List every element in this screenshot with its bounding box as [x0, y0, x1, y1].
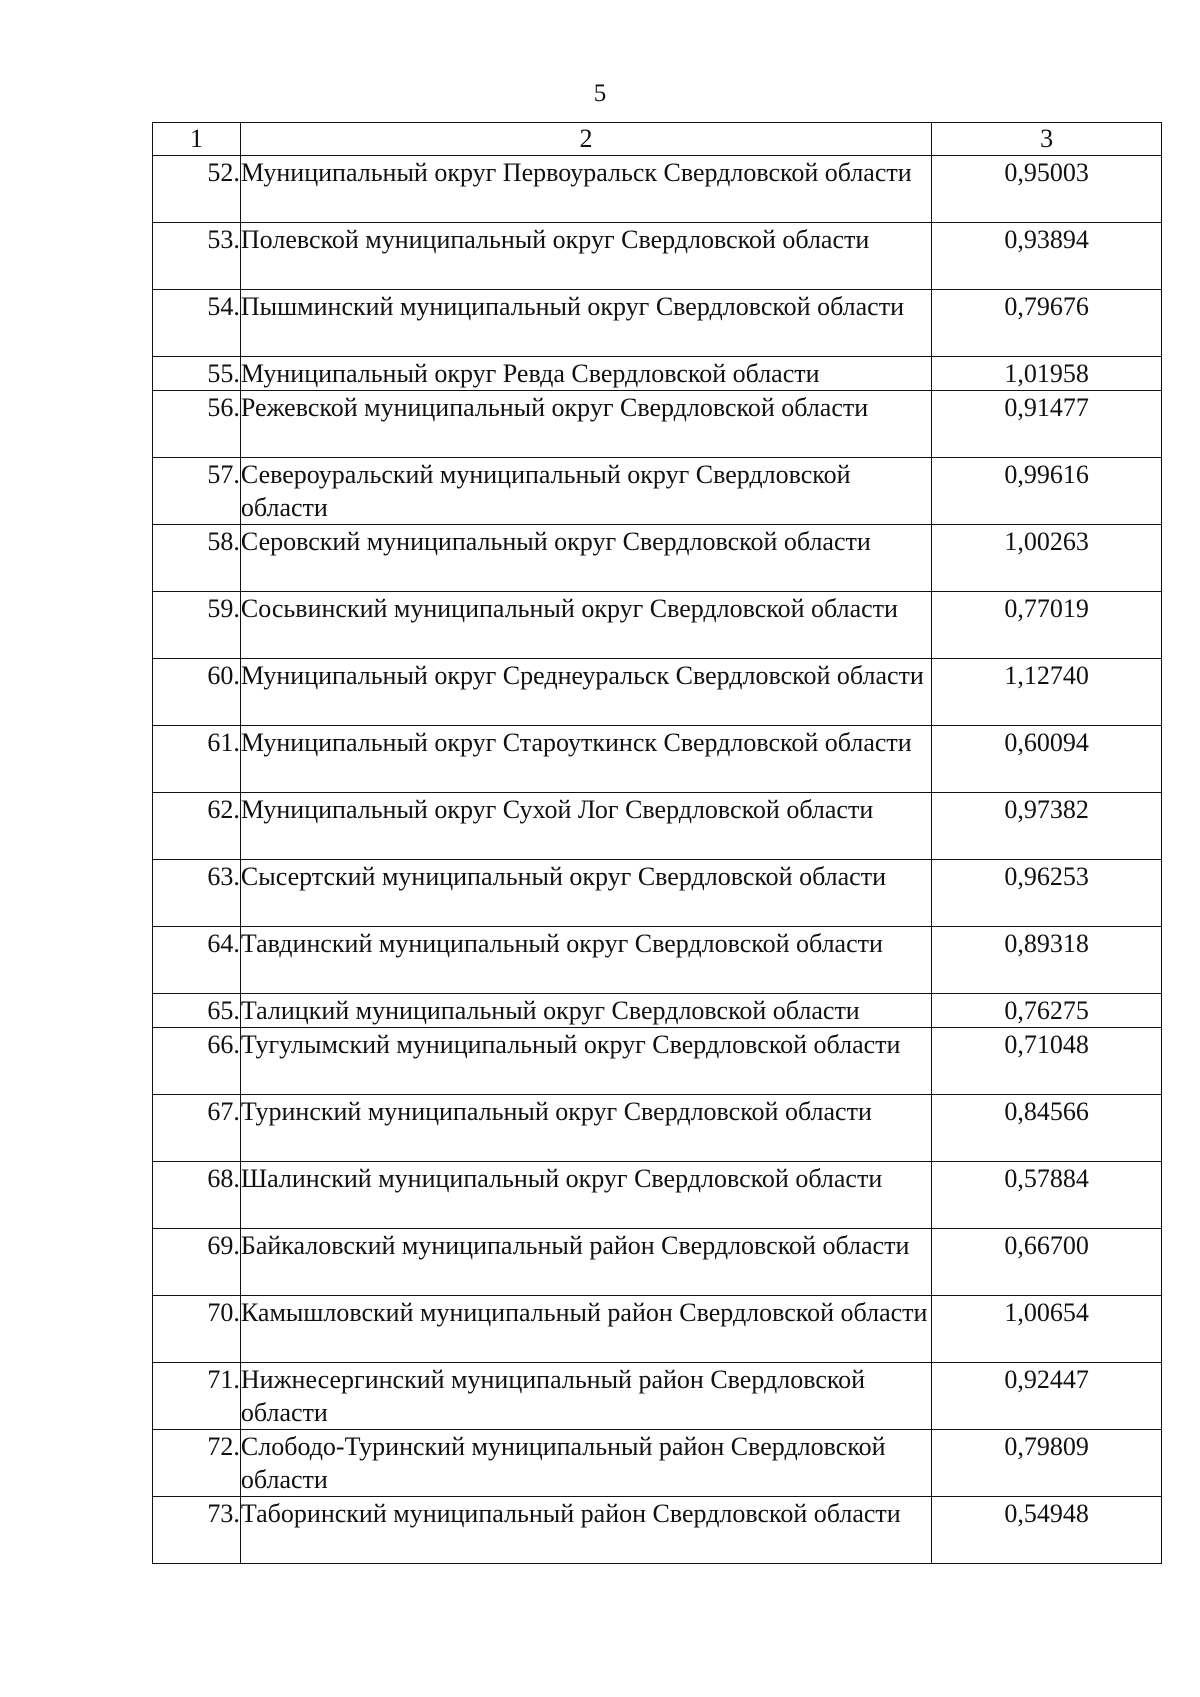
municipality-name: Североуральский муниципальный округ Свердловской области	[240, 458, 931, 525]
row-number: 72.	[153, 1430, 241, 1497]
table-body	[153, 156, 1162, 1564]
municipality-name: Туринский муниципальный округ Свердловской области	[240, 1095, 931, 1162]
table-row	[153, 391, 1162, 458]
table-row	[153, 357, 1162, 391]
coefficient-value: 0,92447	[932, 1363, 1162, 1430]
coefficient-value: 0,66700	[932, 1229, 1162, 1296]
row-number: 58.	[153, 525, 241, 592]
coefficient-value: 0,79676	[932, 290, 1162, 357]
table-row	[153, 1430, 1162, 1497]
municipality-name: Муниципальный округ Первоуральск Свердловской области	[240, 156, 931, 223]
municipality-name: Тугулымский муниципальный округ Свердловской области	[240, 1028, 931, 1095]
municipality-name: Муниципальный округ Сухой Лог Свердловской области	[240, 793, 931, 860]
coefficient-value: 0,60094	[932, 726, 1162, 793]
page-number: 5	[593, 80, 607, 107]
row-number: 63.	[153, 860, 241, 927]
municipality-name: Камышловский муниципальный район Свердловской области	[240, 1296, 931, 1363]
row-number: 54.	[153, 290, 241, 357]
table-row	[153, 860, 1162, 927]
municipality-name: Серовский муниципальный округ Свердловской области	[240, 525, 931, 592]
coefficient-value: 0,77019	[932, 592, 1162, 659]
table-row	[153, 592, 1162, 659]
table-row	[153, 994, 1162, 1028]
table-row	[153, 927, 1162, 994]
row-number: 56.	[153, 391, 241, 458]
coefficient-value: 0,79809	[932, 1430, 1162, 1497]
row-number: 69.	[153, 1229, 241, 1296]
table-row	[153, 223, 1162, 290]
table-row	[153, 1363, 1162, 1430]
municipality-name: Муниципальный округ Ревда Свердловской области	[240, 357, 931, 391]
coefficient-value: 0,93894	[932, 223, 1162, 290]
table-row	[153, 1229, 1162, 1296]
coefficient-value: 1,01958	[932, 357, 1162, 391]
municipality-name: Пышминский муниципальный округ Свердловской области	[240, 290, 931, 357]
municipality-name: Режевской муниципальный округ Свердловской области	[240, 391, 931, 458]
municipality-name: Тавдинский муниципальный округ Свердловской области	[240, 927, 931, 994]
coefficients-table	[152, 122, 1162, 1564]
municipality-name: Сосьвинский муниципальный округ Свердловской области	[240, 592, 931, 659]
row-number: 52.	[153, 156, 241, 223]
row-number: 71.	[153, 1363, 241, 1430]
table-row	[153, 156, 1162, 223]
row-number: 66.	[153, 1028, 241, 1095]
coefficient-value: 0,84566	[932, 1095, 1162, 1162]
header-col-3: 3	[932, 123, 1162, 156]
table-row	[153, 1296, 1162, 1363]
coefficient-value: 0,57884	[932, 1162, 1162, 1229]
municipality-name: Шалинский муниципальный округ Свердловской области	[240, 1162, 931, 1229]
coefficient-value: 0,91477	[932, 391, 1162, 458]
municipality-name: Слободо-Туринский муниципальный район Свердловской области	[240, 1430, 931, 1497]
table-row	[153, 1497, 1162, 1564]
row-number: 65.	[153, 994, 241, 1028]
coefficient-value: 0,89318	[932, 927, 1162, 994]
row-number: 67.	[153, 1095, 241, 1162]
table-header-row	[153, 123, 1162, 156]
coefficient-value: 0,96253	[932, 860, 1162, 927]
row-number: 61.	[153, 726, 241, 793]
municipality-name: Байкаловский муниципальный район Свердловской области	[240, 1229, 931, 1296]
coefficient-value: 0,71048	[932, 1028, 1162, 1095]
coefficient-value: 1,00263	[932, 525, 1162, 592]
coefficient-value: 1,12740	[932, 659, 1162, 726]
municipality-name: Талицкий муниципальный округ Свердловской области	[240, 994, 931, 1028]
coefficient-value: 0,76275	[932, 994, 1162, 1028]
row-number: 70.	[153, 1296, 241, 1363]
row-number: 57.	[153, 458, 241, 525]
municipality-name: Таборинский муниципальный район Свердловской области	[240, 1497, 931, 1564]
municipality-name: Нижнесергинский муниципальный район Свердловской области	[240, 1363, 931, 1430]
table-row	[153, 1162, 1162, 1229]
table-row	[153, 290, 1162, 357]
header-col-2: 2	[240, 123, 931, 156]
header-col-1: 1	[153, 123, 241, 156]
municipality-name: Сысертский муниципальный округ Свердловской области	[240, 860, 931, 927]
table-row	[153, 1028, 1162, 1095]
row-number: 60.	[153, 659, 241, 726]
row-number: 68.	[153, 1162, 241, 1229]
municipality-name: Муниципальный округ Староуткинск Свердловской области	[240, 726, 931, 793]
row-number: 55.	[153, 357, 241, 391]
table-row	[153, 525, 1162, 592]
table-row	[153, 1095, 1162, 1162]
table-row	[153, 458, 1162, 525]
coefficient-value: 0,54948	[932, 1497, 1162, 1564]
coefficient-value: 0,99616	[932, 458, 1162, 525]
row-number: 53.	[153, 223, 241, 290]
table-row	[153, 726, 1162, 793]
table-row	[153, 659, 1162, 726]
row-number: 64.	[153, 927, 241, 994]
municipality-name: Муниципальный округ Среднеуральск Свердловской области	[240, 659, 931, 726]
row-number: 62.	[153, 793, 241, 860]
coefficient-value: 1,00654	[932, 1296, 1162, 1363]
row-number: 73.	[153, 1497, 241, 1564]
coefficient-value: 0,97382	[932, 793, 1162, 860]
row-number: 59.	[153, 592, 241, 659]
coefficient-value: 0,95003	[932, 156, 1162, 223]
municipality-name: Полевской муниципальный округ Свердловской области	[240, 223, 931, 290]
table-row	[153, 793, 1162, 860]
